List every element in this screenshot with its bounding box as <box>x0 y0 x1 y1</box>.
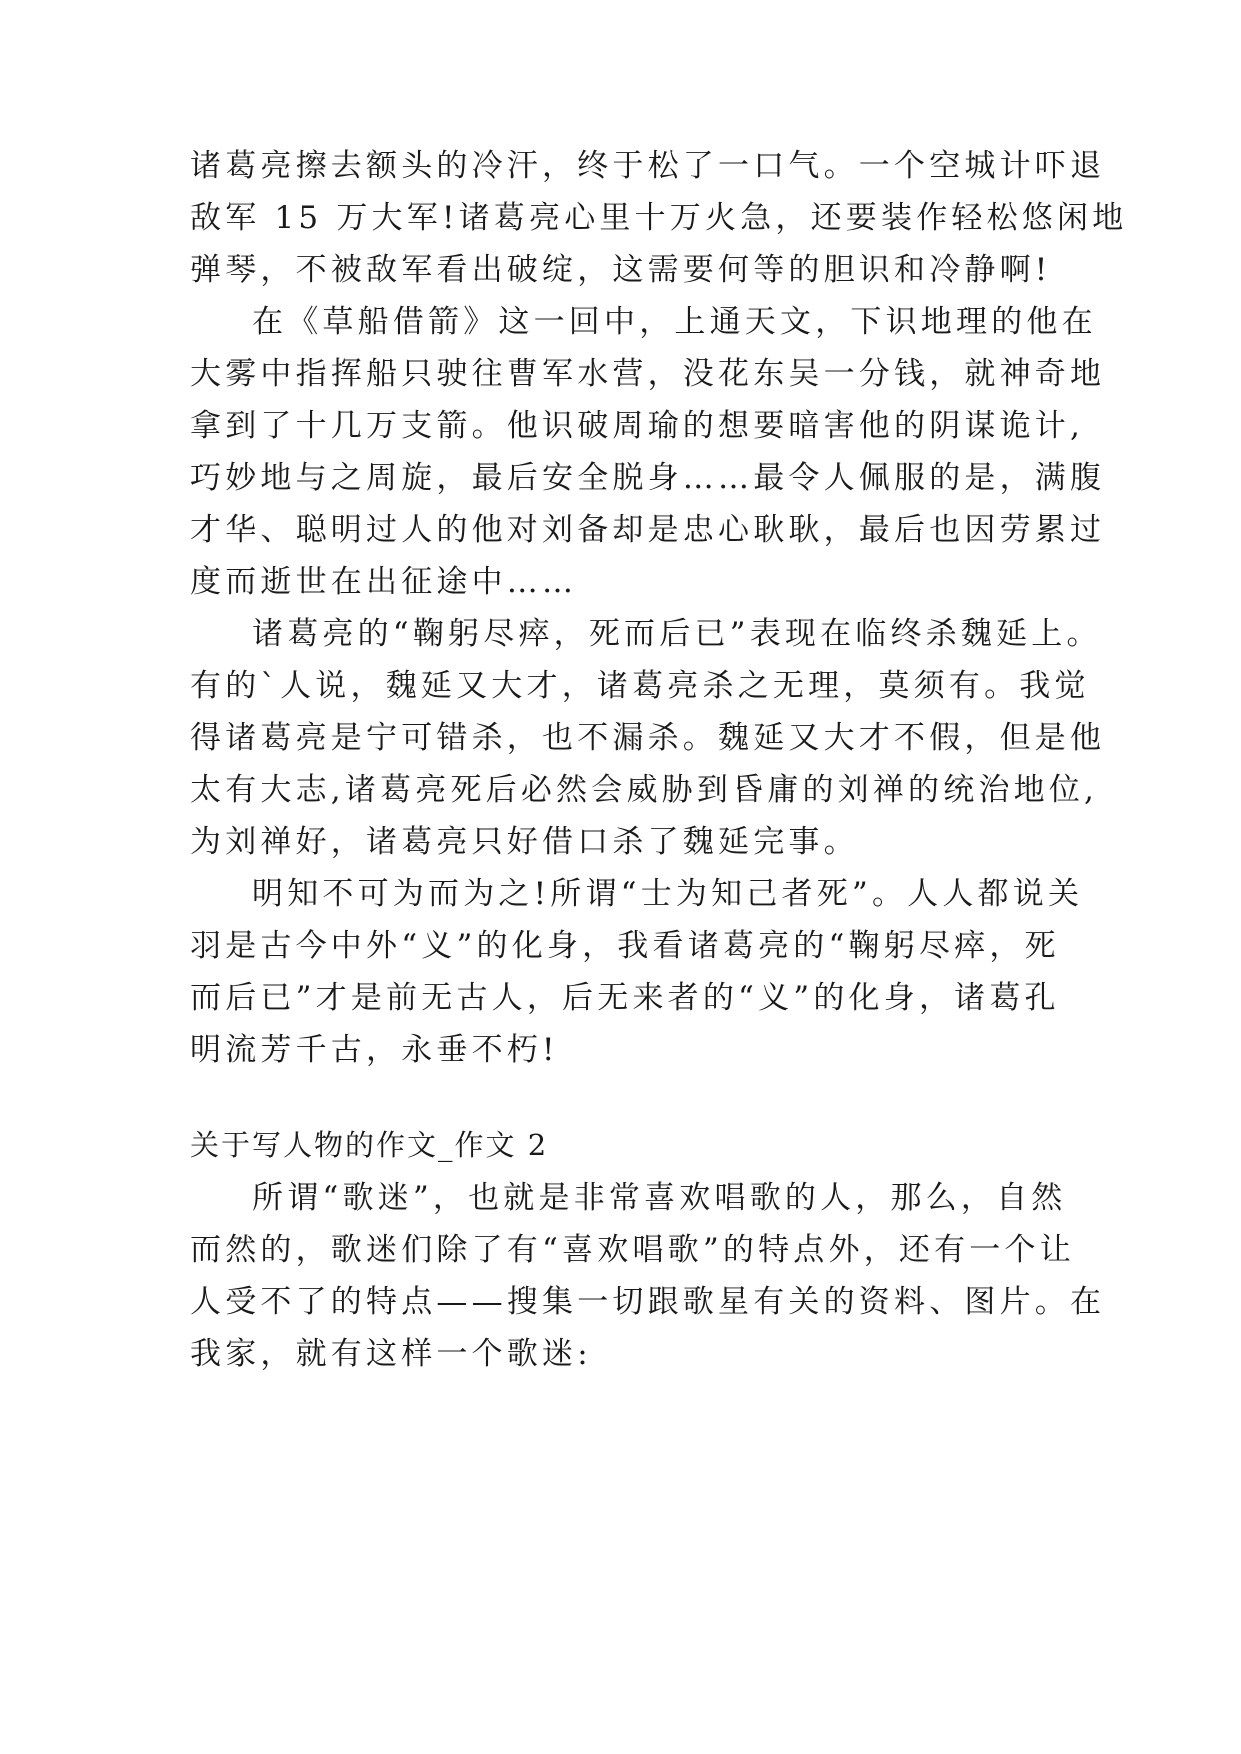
text-line: 为刘禅好，诸葛亮只好借口杀了魏延完事。 <box>190 824 859 860</box>
text-line: 有的`人说，魏延又大才，诸葛亮杀之无理，莫须有。我觉 <box>190 668 1090 704</box>
text-line: 巧妙地与之周旋，最后安全脱身……最令人佩服的是，满腹 <box>190 460 1106 496</box>
section-heading: 关于写人物的作文_作文 2 <box>190 1128 549 1162</box>
text-line: 诸葛亮的“鞠躬尽瘁，死而后已”表现在临终杀魏延上。 <box>252 616 1102 652</box>
text-line: 弹琴，不被敌军看出破绽，这需要何等的胆识和冷静啊! <box>190 252 1052 288</box>
text-line: 敌军 15 万大军!诸葛亮心里十万火急，还要装作轻松悠闲地 <box>190 200 1128 236</box>
text-line: 羽是古今中外“义”的化身，我看诸葛亮的“鞠躬尽瘁，死 <box>190 928 1060 964</box>
text-line: 在《草船借箭》这一回中，上通天文，下识地理的他在 <box>252 304 1097 340</box>
text-line: 得诸葛亮是宁可错杀，也不漏杀。魏延又大才不假，但是他 <box>190 720 1106 756</box>
text-line: 明知不可为而为之!所谓“士为知己者死”。人人都说关 <box>252 876 1084 912</box>
text-line: 而后已”才是前无古人，后无来者的“义”的化身，诸葛孔 <box>190 980 1060 1016</box>
text-line: 所谓“歌迷”，也就是非常喜欢唱歌的人，那么，自然 <box>252 1180 1067 1216</box>
text-line: 大雾中指挥船只驶往曹军水营，没花东吴一分钱，就神奇地 <box>190 356 1106 392</box>
text-line: 而然的，歌迷们除了有“喜欢唱歌”的特点外，还有一个让 <box>190 1232 1075 1268</box>
text-line: 人受不了的特点——搜集一切跟歌星有关的资料、图片。在 <box>190 1284 1106 1320</box>
text-line: 我家，就有这样一个歌迷: <box>190 1336 592 1372</box>
text-line: 太有大志,诸葛亮死后必然会威胁到昏庸的刘禅的统治地位, <box>190 772 1099 808</box>
text-line: 诸葛亮擦去额头的冷汗，终于松了一口气。一个空城计吓退 <box>190 148 1106 184</box>
text-line: 拿到了十几万支箭。他识破周瑜的想要暗害他的阴谋诡计, <box>190 408 1085 444</box>
text-line: 度而逝世在出征途中…… <box>190 564 578 600</box>
text-line: 明流芳千古，永垂不朽! <box>190 1032 559 1068</box>
text-line: 才华、聪明过人的他对刘备却是忠心耿耿，最后也因劳累过 <box>190 512 1106 548</box>
